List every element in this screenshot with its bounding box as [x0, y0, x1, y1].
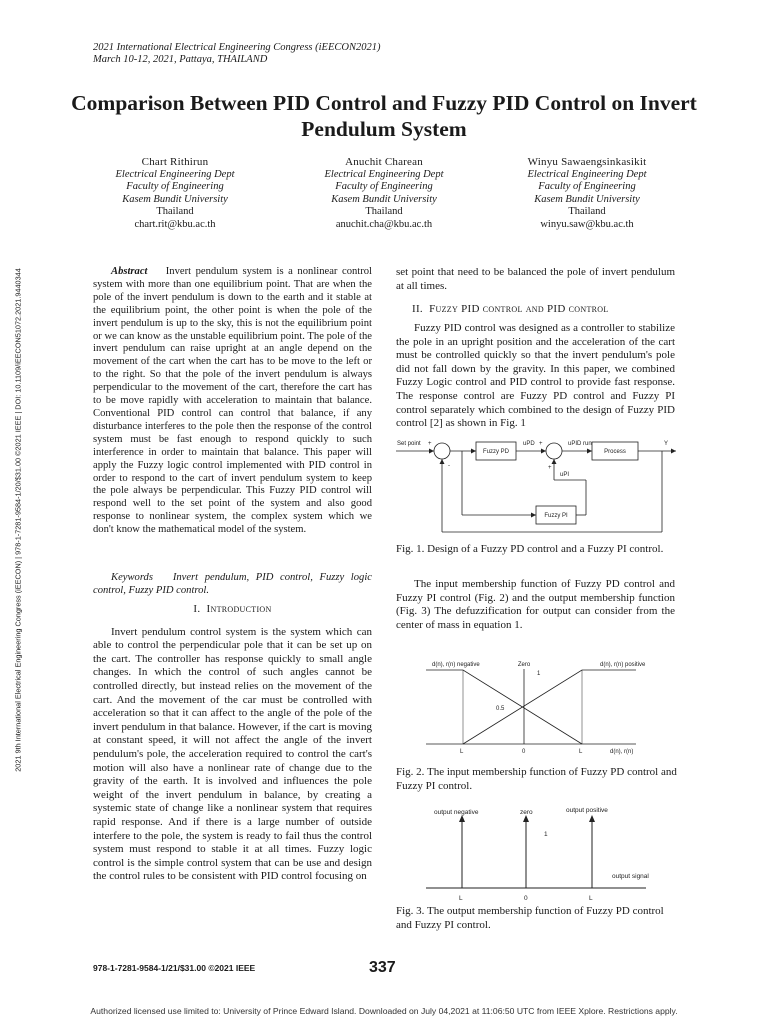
setpoint-label: Set point: [397, 441, 421, 447]
figure-1-caption: Fig. 1. Design of a Fuzzy PD control and a Fuzzy PI control.: [396, 543, 664, 555]
section-heading-fuzzy-pid: II. Fuzzy PID control and PID control: [412, 303, 609, 315]
author-country: Thailand: [156, 206, 194, 217]
svg-text:1: 1: [544, 831, 548, 838]
zero-label: Zero: [517, 662, 531, 668]
author-block-3: [487, 156, 687, 231]
author-block-1: [75, 156, 275, 231]
conference-header: [93, 42, 380, 66]
output-membership-plot: [396, 802, 678, 904]
svg-text:0: 0: [522, 749, 526, 755]
output-y-label: Y: [664, 441, 669, 447]
figure-3-diagram: [396, 802, 678, 904]
author-dept: Electrical Engineering Dept: [527, 168, 647, 180]
figure-3-caption: Fig. 3. The output membership function of Fuzzy PD control and Fuzzy PI control.: [396, 905, 664, 931]
section-fuzzy-pid: [396, 322, 675, 431]
svg-text:1: 1: [537, 671, 541, 677]
section-introduction: [93, 603, 372, 884]
positive-membership: [463, 670, 636, 744]
output-zero-label: zero: [520, 809, 533, 816]
author-email: chart.rit@kbu.ac.th: [134, 218, 216, 230]
pos-label: d(n), r(n) positive: [600, 662, 646, 668]
page-number: 337: [369, 959, 396, 976]
conference-dates: March 10-12, 2021, Pattaya, THAILAND: [93, 54, 268, 65]
abstract-label: Abstract: [111, 266, 148, 277]
author-country: Thailand: [568, 206, 606, 217]
output-axis-label: output signal: [612, 873, 649, 880]
author-university: Kasem Bundit University: [534, 193, 640, 205]
abstract-text: Invert pendulum system is a nonlinear control system with more than one equilibrium point. That are when the pole of the invert pendulum is down to the earth and it stable at the equilibrium point, the other point is when the pole of the invert pendulum is up to the sky, this is not the equilibrium point or we can know as the unstable equilibrium point. The pole of the invert pendulum can raise upright at an angle depend on the movement of the cart when the cart has to be move to the left or to the right. So that the pole of the invert pendulum is always perpendicular to the movement of the cart, therefore the cart has to be move rapidly with acceleration to maintain that balance. Conventional PID control can control that balance, if any disturbance interferes to the pole then the response of the control system must be fast enough to respond quickly to such interference in order to maintain that balance. This paper will apply the Fuzzy logic control implemented with PID control in order to respond to the cart of invert pendulum system to keep the pole always be perpendicular. This Fuzzy PID control will respond well to the set point of the system and also good response to nonlinear system, the complex system which we don't know the mathematical model of the system.: [93, 266, 372, 536]
conference-name: 2021 International Electrical Engineering Congress (iEECON2021): [93, 42, 381, 53]
fuzzy-pid-block-diagram: [396, 434, 678, 536]
svg-text:-: -: [448, 463, 450, 469]
figure-1-diagram: [396, 434, 678, 536]
keywords: [93, 572, 372, 598]
author-name: Winyu Sawaengsinkasikit: [527, 156, 647, 168]
process-label: Process: [604, 449, 626, 455]
abstract: [93, 266, 372, 537]
paper-title: Comparison Between PID Control and Fuzzy PID Control on Invert Pendulum System: [71, 91, 697, 141]
right-column-continuation: [396, 266, 675, 293]
introduction-text: Invert pendulum control system is the system which can able to control the perpendicular pole that it can be set up on the cart. The controller has response quickly to small angle changes. In which the control of such angles cannot be controlled directly, but instead relies on the movement of the cart. And the movement of the car must be controlled with acceleration so that it can affect to the angle of the pole of the invert pendulum in that balance. However, if the cart is moving at constant speed, it will not affect the angle of the invert pendulum's pole, the acceleration required to control the cart's motion will also have a nonlinear rate of change due to the gravity of the earth. It is involved and influences the pole weight of the invert pendulum in balance, by creating a systemic state of change like a nonlinear system that requires rapid response. And if there is a large number of outside interfere to the pole, the system is ready to fail thus the control system must respond to stable it at all times. Fuzzy logic control is the simple control system that can be use and design the control rules to be consistent with PID control focusing on: [93, 625, 372, 883]
axis-label: d(n), r(n): [610, 749, 634, 755]
license-notice: Authorized licensed use limited to: University of Prince Edward Island. Downloaded on July 04,2021 at 11:06:50 UTC from IEEE Xplore. Restrictions apply.: [90, 1006, 678, 1016]
author-university: Kasem Bundit University: [331, 193, 437, 205]
upid-label: uPID: [568, 441, 582, 447]
author-email: winyu.saw@kbu.ac.th: [540, 218, 634, 230]
author-block-2: [284, 156, 484, 231]
fuzzy-pid-text: Fuzzy PID control was designed as a controller to stabilize the pole in an upright position and the acceleration of the cart must be controlled quickly so that the invert pendulum's pole did not fall down by the gravity. In this paper, we combined Fuzzy Logic control and PID control to provide fast response. The response control are Fuzzy PD control and Fuzzy PI control separately which combined to the design of Fuzzy PID control [2] as shown in Fig. 1: [396, 322, 675, 430]
doi-sidebar-text: 2021 9th International Electrical Engineering Congress (iEECON) | 978-1-7281-9584-1/20/$31.00 ©2021 IEEE | DOI: 10.1109/iEECON51072.2021.9440344: [13, 268, 23, 772]
section-heading-introduction: I. Introduction: [193, 603, 272, 615]
continuation-text: set point that need to be balanced the pole of invert pendulum at all times.: [396, 266, 675, 292]
svg-text:L: L: [460, 749, 464, 755]
summing-junction-1: [434, 443, 450, 459]
svg-text:+: +: [548, 465, 552, 471]
author-name: Anuchit Charean: [345, 156, 423, 168]
isbn-footer: 978-1-7281-9584-1/21/$31.00 ©2021 IEEE: [93, 963, 256, 973]
output-neg-label: output negative: [434, 809, 479, 816]
svg-text:0.5: 0.5: [496, 706, 505, 712]
svg-text:L: L: [459, 895, 463, 902]
author-dept: Electrical Engineering Dept: [115, 168, 235, 180]
svg-text:+: +: [539, 441, 543, 447]
membership-text: The input membership function of Fuzzy PD control and Fuzzy PI control (Fig. 2) and the output membership function (Fig. 3) The defuzzification for output can consider from the center of mass in equation 1.: [396, 578, 675, 631]
upi-label: uPI: [560, 472, 570, 478]
svg-text:0: 0: [524, 895, 528, 902]
author-dept: Electrical Engineering Dept: [324, 168, 444, 180]
fuzzy-pi-label: Fuzzy PI: [544, 513, 568, 519]
neg-label: d(n), r(n) negative: [432, 662, 480, 668]
doi-sidebar: [11, 210, 25, 830]
keywords-text: Invert pendulum, PID control, Fuzzy logic control, Fuzzy PID control.: [93, 572, 372, 596]
upd-label: uPD: [523, 441, 535, 447]
figure-2-caption: Fig. 2. The input membership function of Fuzzy PD control and Fuzzy PI control.: [396, 766, 677, 792]
output-pos-label: output positive: [566, 807, 608, 814]
author-faculty: Faculty of Engineering: [126, 181, 224, 192]
paragraph-membership: [396, 578, 675, 632]
input-membership-plot: [396, 655, 678, 757]
author-faculty: Faculty of Engineering: [335, 181, 433, 192]
author-faculty: Faculty of Engineering: [538, 181, 636, 192]
keywords-label: Keywords: [111, 572, 153, 583]
author-country: Thailand: [365, 206, 403, 217]
svg-text:+: +: [428, 441, 432, 447]
author-university: Kasem Bundit University: [122, 193, 228, 205]
summing-junction-2: [546, 443, 562, 459]
author-email: anuchit.cha@kbu.ac.th: [335, 218, 433, 230]
svg-text:L: L: [589, 895, 593, 902]
fuzzy-pd-label: Fuzzy PD: [482, 449, 510, 455]
svg-text:run: run: [583, 441, 592, 447]
figure-2-diagram: [396, 655, 678, 757]
svg-text:L: L: [579, 749, 583, 755]
author-name: Chart Rithirun: [141, 156, 209, 168]
